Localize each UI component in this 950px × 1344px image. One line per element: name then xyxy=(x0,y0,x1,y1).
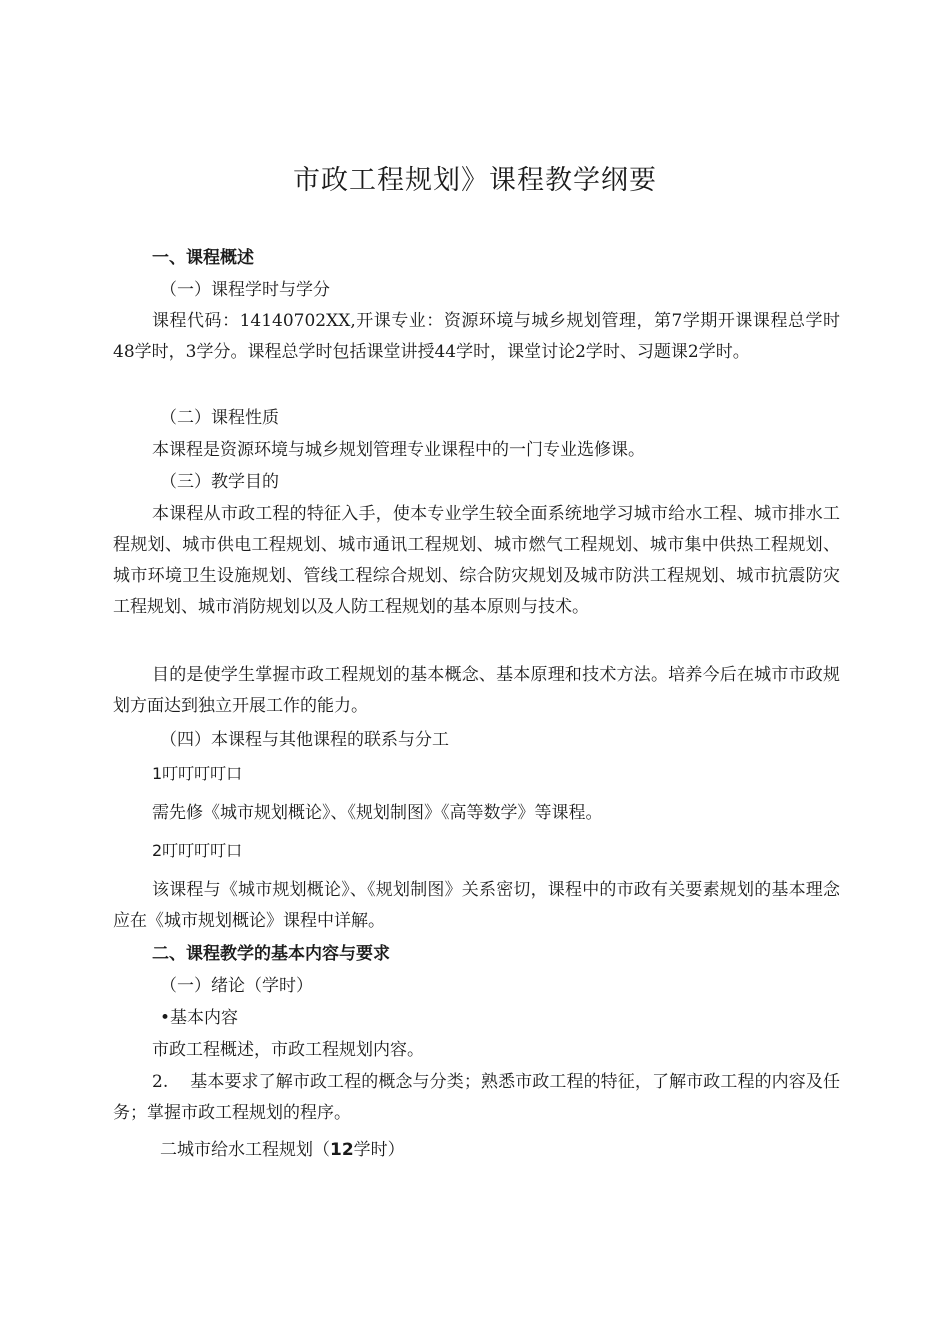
subsection-2-1-heading: （一）绪论（学时） xyxy=(160,976,313,996)
subsection-1-2-heading: （二）课程性质 xyxy=(160,408,279,428)
course-hours-paragraph: 课程代码：14140702XX,开课专业：资源环境与城乡规划管理，第7学期开课课程总学时48学时，3学分。课程总学时包括课堂讲授44学时，课堂讨论2学时、习题课2学时。 xyxy=(113,311,840,362)
subsection-2-2-heading xyxy=(160,1134,405,1166)
subsection-2-2-suffix: 学时） xyxy=(353,1140,405,1160)
prerequisite-paragraph: 需先修《城市规划概论》、《规划制图》《高等数学》等课程。 xyxy=(152,803,603,823)
item-2-label: 2叮叮叮叮口 xyxy=(152,841,243,860)
course-nature-paragraph: 本课程是资源环境与城乡规划管理专业课程中的一门专业选修课。 xyxy=(152,440,645,460)
item-1-label: 1叮叮叮叮口 xyxy=(152,764,243,783)
subsection-2-2-prefix: 二城市给水工程规划（ xyxy=(160,1140,330,1160)
subsection-1-4-heading: （四）本课程与其他课程的联系与分工 xyxy=(160,730,449,750)
subsection-1-3-heading: （三）教学目的 xyxy=(160,472,279,492)
basic-content-bullet: •基本内容 xyxy=(160,1008,239,1028)
teaching-purpose-paragraph: 目的是使学生掌握市政工程规划的基本概念、基本原理和技术方法。培养今后在城市市政规划方面达到独立开展工作的能力。 xyxy=(113,665,840,716)
section-1-heading: 一、课程概述 xyxy=(152,248,254,268)
subsection-2-2-hours: 12 xyxy=(330,1140,354,1160)
teaching-goal-paragraph: 本课程从市政工程的特征入手，使本专业学生较全面系统地学习城市给水工程、城市排水工程规划、城市供电工程规划、城市通讯工程规划、城市燃气工程规划、城市集中供热工程规划、城市环境卫生设施规划、管线工程综合规划、综合防灾规划及城市防洪工程规划、城市抗震防灾工程规划、城市消防规划以及人防工程规划的基本原则与技术。 xyxy=(113,504,840,617)
subsection-1-1-heading: （一）课程学时与学分 xyxy=(160,280,330,300)
section-2-heading: 二、课程教学的基本内容与要求 xyxy=(152,944,390,964)
document-title: 市政工程规划》课程教学纲要 xyxy=(293,165,657,196)
basic-content-text: 市政工程概述，市政工程规划内容。 xyxy=(152,1040,424,1060)
course-relation-paragraph: 该课程与《城市规划概论》、《规划制图》关系密切，课程中的市政有关要素规划的基本理念应在《城市规划概论》课程中详解。 xyxy=(113,880,840,931)
basic-requirement-paragraph: 2. 基本要求了解市政工程的概念与分类；熟悉市政工程的特征，了解市政工程的内容及任务；掌握市政工程规划的程序。 xyxy=(113,1072,840,1123)
